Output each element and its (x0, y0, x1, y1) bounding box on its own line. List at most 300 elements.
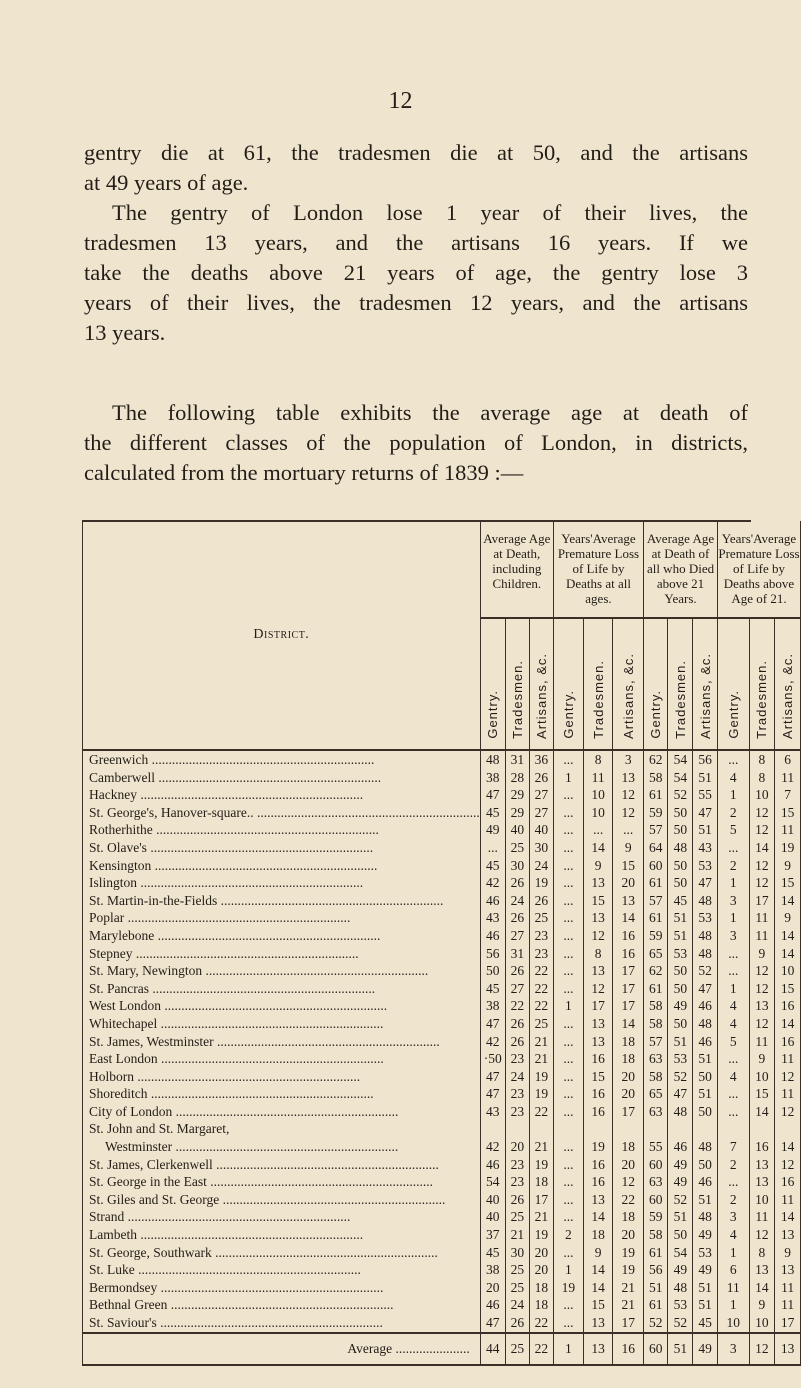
district-name (83, 750, 481, 769)
value-cell: 16 (583, 1156, 612, 1174)
value-cell: 12 (613, 786, 644, 804)
value-cell: 3 (718, 892, 750, 910)
value-cell: 26 (529, 892, 553, 910)
table-row (83, 786, 801, 804)
subheader-gentry (644, 618, 668, 750)
district-label: Lambeth ..... (89, 1227, 363, 1242)
value-cell: 13 (583, 962, 612, 980)
value-cell: 17 (613, 1314, 644, 1333)
value-cell: 51 (644, 1279, 668, 1297)
value-cell: 50 (693, 1103, 718, 1121)
value-cell: 19 (775, 839, 801, 857)
value-cell: 48 (693, 1015, 718, 1033)
value-cell: 16 (775, 997, 801, 1015)
empty-cell (613, 1120, 644, 1138)
value-cell: 6 (775, 750, 801, 769)
value-cell: 4 (718, 1226, 750, 1244)
district-name: St. John and St. Margaret, (83, 1120, 481, 1138)
value-cell: 57 (644, 1033, 668, 1051)
value-cell: 50 (668, 821, 693, 839)
value-cell: 3 (718, 927, 750, 945)
value-cell: 53 (693, 1244, 718, 1262)
value-cell: 61 (644, 980, 668, 998)
value-cell: 42 (480, 1138, 505, 1156)
value-cell: 50 (693, 1068, 718, 1086)
table-row (83, 1261, 801, 1279)
value-cell: 42 (480, 1033, 505, 1051)
district-name (83, 1296, 481, 1314)
value-cell: ... (553, 857, 583, 875)
value-cell: ... (553, 1173, 583, 1191)
value-cell: 16 (749, 1138, 775, 1156)
value-cell: 4 (718, 997, 750, 1015)
value-cell: 46 (693, 1173, 718, 1191)
value-cell: 53 (693, 909, 718, 927)
value-cell: 55 (693, 786, 718, 804)
value-cell: 51 (693, 1050, 718, 1068)
value-cell: 43 (693, 839, 718, 857)
value-cell: 3 (718, 1208, 750, 1226)
value-cell: ... (553, 821, 583, 839)
value-cell: 11 (775, 769, 801, 787)
value-cell: 14 (775, 1208, 801, 1226)
value-cell: 52 (668, 1191, 693, 1209)
value-cell: ... (553, 1244, 583, 1262)
subheader-label: Tradesmen. (509, 660, 525, 739)
value-cell: ... (553, 750, 583, 769)
value-cell: 48 (693, 1138, 718, 1156)
value-cell: 23 (529, 927, 553, 945)
average-value-cell: 44 (480, 1333, 505, 1365)
value-cell: ... (553, 1208, 583, 1226)
table-row (83, 1191, 801, 1209)
empty-cell (775, 1120, 801, 1138)
district-name (83, 769, 481, 787)
value-cell: 65 (644, 945, 668, 963)
value-cell: 26 (505, 962, 529, 980)
value-cell: 52 (693, 962, 718, 980)
value-cell: ... (553, 892, 583, 910)
average-label (83, 1333, 481, 1365)
value-cell: 59 (644, 804, 668, 822)
table-row (83, 874, 801, 892)
subheader-artisans (613, 618, 644, 750)
district-name (83, 1226, 481, 1244)
value-cell: 1 (718, 980, 750, 998)
average-label-text: Average (347, 1340, 393, 1356)
value-cell: 50 (668, 874, 693, 892)
value-cell: 12 (749, 821, 775, 839)
value-cell: 59 (644, 1208, 668, 1226)
text-line: The following table exhibits the average age at death of (112, 400, 748, 425)
value-cell: 24 (505, 1068, 529, 1086)
district-label: Whitechapel ..... (89, 1016, 383, 1031)
value-cell: 46 (480, 892, 505, 910)
value-cell: 16 (583, 1173, 612, 1191)
value-cell: 20 (529, 1244, 553, 1262)
empty-cell (529, 1120, 553, 1138)
value-cell: 13 (749, 1261, 775, 1279)
value-cell: 51 (693, 1191, 718, 1209)
value-cell: 20 (613, 1156, 644, 1174)
average-value-cell: 22 (529, 1333, 553, 1365)
district-label: St. Luke ..... (89, 1262, 361, 1277)
value-cell: 1 (718, 1296, 750, 1314)
table-row (83, 1279, 801, 1297)
value-cell: 12 (749, 804, 775, 822)
text-line: The gentry of London lose 1 year of their lives, the (112, 200, 748, 225)
value-cell: 51 (693, 769, 718, 787)
value-cell: 18 (529, 1279, 553, 1297)
value-cell: 45 (480, 804, 505, 822)
value-cell: 16 (775, 1173, 801, 1191)
value-cell: 49 (693, 1261, 718, 1279)
value-cell: 48 (668, 839, 693, 857)
empty-cell (693, 1120, 718, 1138)
value-cell: ... (718, 1103, 750, 1121)
value-cell: 45 (693, 1314, 718, 1333)
table-row (83, 839, 801, 857)
district-name (83, 821, 481, 839)
value-cell: 13 (583, 1191, 612, 1209)
subheader-artisans (529, 618, 553, 750)
empty-cell (644, 1120, 668, 1138)
value-cell: 12 (749, 1226, 775, 1244)
value-cell: 20 (613, 1226, 644, 1244)
value-cell: 26 (505, 1015, 529, 1033)
value-cell: 15 (775, 980, 801, 998)
value-cell: 58 (644, 997, 668, 1015)
table-row (83, 980, 801, 998)
table-row (83, 962, 801, 980)
table-row (83, 1138, 801, 1156)
value-cell: ... (553, 1068, 583, 1086)
value-cell: 14 (775, 1138, 801, 1156)
value-cell: 48 (693, 892, 718, 910)
page-number: 12 (388, 88, 413, 114)
average-value-cell: 25 (505, 1333, 529, 1365)
value-cell: 40 (480, 1208, 505, 1226)
value-cell: 23 (505, 1085, 529, 1103)
district-label: Bermondsey ..... (89, 1280, 383, 1295)
value-cell: 61 (644, 1244, 668, 1262)
value-cell: 47 (668, 1085, 693, 1103)
empty-cell (583, 1120, 612, 1138)
value-cell: ... (718, 750, 750, 769)
value-cell: 25 (505, 839, 529, 857)
value-cell: 13 (583, 909, 612, 927)
value-cell: 12 (775, 1068, 801, 1086)
value-cell: ... (553, 927, 583, 945)
table-row (83, 909, 801, 927)
table-row (83, 945, 801, 963)
value-cell: 19 (613, 1244, 644, 1262)
value-cell: 16 (613, 945, 644, 963)
district-label: City of London ..... (89, 1104, 398, 1119)
district-label: Kensington ..... (89, 858, 377, 873)
district-name (83, 839, 481, 857)
value-cell: 47 (480, 1068, 505, 1086)
value-cell: 45 (480, 857, 505, 875)
value-cell: 51 (693, 1085, 718, 1103)
value-cell: 10 (775, 962, 801, 980)
value-cell: 9 (775, 909, 801, 927)
text-line: years of their lives, the tradesmen 12 years, and the artisans (84, 290, 748, 315)
district-label: St. Pancras ..... (89, 981, 375, 996)
value-cell: 21 (529, 1050, 553, 1068)
value-cell: 29 (505, 804, 529, 822)
paragraph-loss-of-life (84, 198, 748, 348)
value-cell: 50 (693, 1156, 718, 1174)
value-cell: 11 (749, 1208, 775, 1226)
table-row (83, 821, 801, 839)
value-cell: 27 (505, 980, 529, 998)
value-cell: 46 (480, 1156, 505, 1174)
value-cell: 19 (553, 1279, 583, 1297)
value-cell: ... (553, 1138, 583, 1156)
value-cell: 54 (480, 1173, 505, 1191)
value-cell: 48 (668, 1279, 693, 1297)
value-cell: 40 (480, 1191, 505, 1209)
value-cell: 46 (668, 1138, 693, 1156)
value-cell: 18 (613, 1208, 644, 1226)
value-cell: 46 (480, 927, 505, 945)
value-cell: 61 (644, 1296, 668, 1314)
value-cell: 56 (693, 750, 718, 769)
value-cell: ... (553, 1156, 583, 1174)
value-cell: 14 (583, 1261, 612, 1279)
value-cell: 62 (644, 962, 668, 980)
table-row (83, 804, 801, 822)
value-cell: 13 (583, 874, 612, 892)
value-cell: 12 (775, 1103, 801, 1121)
value-cell: 53 (668, 1296, 693, 1314)
value-cell: ... (718, 1050, 750, 1068)
table-row (83, 1085, 801, 1103)
value-cell: 1 (718, 786, 750, 804)
value-cell: 60 (644, 857, 668, 875)
group-header-loss-all: Years'Average Premature Loss of Life by Deaths at all ages. (553, 521, 643, 618)
value-cell: 26 (505, 909, 529, 927)
district-label: Bethnal Green ..... (89, 1297, 393, 1312)
value-cell: 27 (505, 927, 529, 945)
value-cell: 22 (505, 997, 529, 1015)
value-cell: 11 (749, 909, 775, 927)
value-cell: 13 (749, 1173, 775, 1191)
value-cell: 13 (749, 997, 775, 1015)
empty-cell (718, 1120, 750, 1138)
table-row (83, 1156, 801, 1174)
mortality-table (82, 521, 801, 1366)
value-cell: 61 (644, 786, 668, 804)
value-cell: 2 (718, 804, 750, 822)
value-cell: 13 (775, 1261, 801, 1279)
value-cell: 19 (529, 874, 553, 892)
value-cell: 47 (693, 874, 718, 892)
value-cell: ... (553, 1314, 583, 1333)
paragraph-continuation (84, 138, 748, 198)
district-name (83, 1279, 481, 1297)
value-cell: 4 (718, 1068, 750, 1086)
value-cell: 19 (613, 1261, 644, 1279)
value-cell: ... (718, 839, 750, 857)
text-line: the different classes of the population of London, in districts, (84, 430, 748, 455)
value-cell: 51 (668, 909, 693, 927)
value-cell: 14 (775, 892, 801, 910)
value-cell: 63 (644, 1173, 668, 1191)
value-cell: ... (553, 1191, 583, 1209)
district-label: St. George's, Hanover-square.. ..... (89, 805, 480, 820)
value-cell: 14 (775, 1015, 801, 1033)
table-row (83, 892, 801, 910)
district-label: Strand ..... (89, 1209, 350, 1224)
value-cell: 51 (693, 1279, 718, 1297)
average-value-cell: 49 (693, 1333, 718, 1365)
value-cell: 4 (718, 769, 750, 787)
value-cell: 15 (583, 1068, 612, 1086)
value-cell: 53 (668, 945, 693, 963)
value-cell: 17 (613, 1103, 644, 1121)
value-cell: 6 (718, 1261, 750, 1279)
value-cell: 57 (644, 821, 668, 839)
value-cell: 14 (583, 1279, 612, 1297)
value-cell: 31 (505, 750, 529, 769)
value-cell: 14 (775, 945, 801, 963)
district-label: St. Giles and St. George ..... (89, 1192, 445, 1207)
district-label: St. James, Westminster ..... (89, 1034, 440, 1049)
district-label: Camberwell ..... (89, 770, 381, 785)
text-line: tradesmen 13 years, and the artisans 16 years. If we (84, 230, 748, 255)
value-cell: 42 (480, 874, 505, 892)
value-cell: 40 (505, 821, 529, 839)
table-row (83, 1015, 801, 1033)
value-cell: 52 (668, 1068, 693, 1086)
value-cell: 49 (668, 1156, 693, 1174)
value-cell: 25 (505, 1261, 529, 1279)
value-cell: 27 (529, 786, 553, 804)
district-name (83, 1033, 481, 1051)
value-cell: 58 (644, 1226, 668, 1244)
district-name (83, 804, 481, 822)
average-value-cell: 13 (583, 1333, 612, 1365)
value-cell: 61 (644, 909, 668, 927)
district-label: Poplar ..... (89, 910, 350, 925)
table-row (83, 1226, 801, 1244)
value-cell: 30 (529, 839, 553, 857)
value-cell: 23 (505, 1173, 529, 1191)
district-name (83, 1191, 481, 1209)
table-row (83, 1244, 801, 1262)
district-name (83, 1068, 481, 1086)
value-cell: ... (553, 1296, 583, 1314)
subheader-label: Artisans, &c. (697, 653, 713, 739)
value-cell: 48 (693, 945, 718, 963)
district-label: Hackney ..... (89, 787, 363, 802)
value-cell: 1 (553, 769, 583, 787)
district-name (83, 1138, 481, 1156)
text-line: 13 years. (84, 320, 166, 345)
subheader-tradesmen (505, 618, 529, 750)
value-cell: 63 (644, 1103, 668, 1121)
value-cell: 25 (529, 909, 553, 927)
value-cell: 45 (480, 1244, 505, 1262)
district-name (83, 1208, 481, 1226)
value-cell: 21 (505, 1226, 529, 1244)
value-cell: 8 (583, 750, 612, 769)
district-name (83, 997, 481, 1015)
value-cell: ... (553, 1033, 583, 1051)
district-label: Islington ..... (89, 875, 363, 890)
table-row (83, 1050, 801, 1068)
value-cell: ... (553, 909, 583, 927)
text-line: gentry die at 61, the tradesmen die at 50, and the artisans (84, 140, 748, 165)
value-cell: 36 (529, 750, 553, 769)
value-cell: 11 (775, 1279, 801, 1297)
value-cell: 22 (529, 1314, 553, 1333)
value-cell: 26 (529, 769, 553, 787)
value-cell: 21 (529, 1208, 553, 1226)
value-cell: 50 (668, 980, 693, 998)
value-cell: 20 (613, 1085, 644, 1103)
value-cell: 43 (480, 909, 505, 927)
value-cell: ... (718, 962, 750, 980)
value-cell: ... (553, 945, 583, 963)
value-cell: 15 (583, 1296, 612, 1314)
value-cell: 50 (668, 962, 693, 980)
value-cell: 11 (775, 1296, 801, 1314)
subheader-label: Tradesmen. (672, 660, 688, 739)
subheader-tradesmen (668, 618, 693, 750)
value-cell: 58 (644, 1068, 668, 1086)
value-cell: 20 (505, 1138, 529, 1156)
value-cell: 24 (505, 1296, 529, 1314)
value-cell: 53 (693, 857, 718, 875)
value-cell: 18 (529, 1173, 553, 1191)
subheader-gentry (718, 618, 750, 750)
value-cell: 14 (613, 909, 644, 927)
value-cell: 49 (668, 997, 693, 1015)
value-cell: 50 (480, 962, 505, 980)
value-cell: 46 (693, 1033, 718, 1051)
empty-cell (505, 1120, 529, 1138)
value-cell: 10 (583, 804, 612, 822)
value-cell: 47 (693, 804, 718, 822)
value-cell: 16 (583, 1103, 612, 1121)
district-label: St. Saviour's ..... (89, 1315, 383, 1330)
value-cell: 9 (613, 839, 644, 857)
average-value-cell: 51 (668, 1333, 693, 1365)
value-cell: 11 (583, 769, 612, 787)
value-cell: 10 (749, 786, 775, 804)
value-cell: 5 (718, 1033, 750, 1051)
value-cell: 9 (749, 945, 775, 963)
value-cell: 9 (775, 1244, 801, 1262)
value-cell: 49 (480, 821, 505, 839)
value-cell: 13 (613, 892, 644, 910)
value-cell: 9 (749, 1296, 775, 1314)
district-name (83, 1103, 481, 1121)
subheader-label: Gentry. (725, 690, 741, 739)
value-cell: 18 (613, 1138, 644, 1156)
value-cell: 12 (613, 804, 644, 822)
district-name (83, 927, 481, 945)
value-cell: 51 (693, 821, 718, 839)
leader-dots: ...................... (392, 1340, 470, 1356)
value-cell: 43 (480, 1103, 505, 1121)
table-row (83, 1120, 801, 1138)
value-cell: 38 (480, 997, 505, 1015)
value-cell: 21 (529, 1033, 553, 1051)
